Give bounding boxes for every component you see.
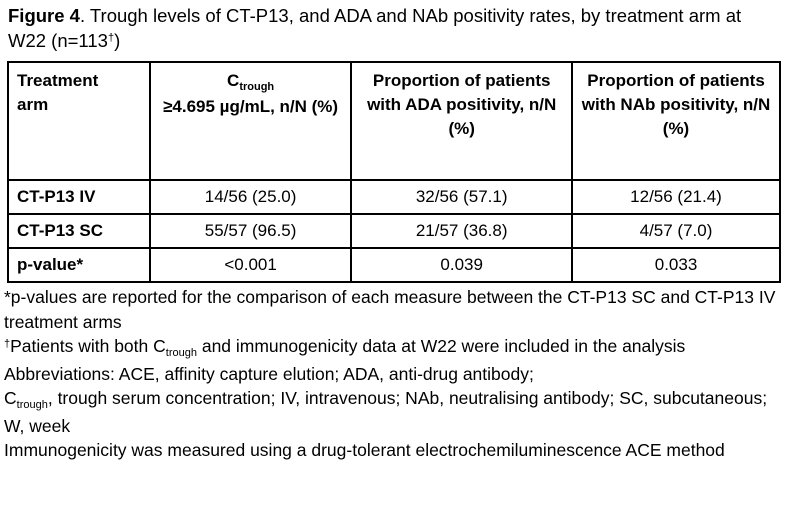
cell-ctrough: <0.001 — [150, 248, 351, 282]
cell-ada: 21/57 (36.8) — [351, 214, 572, 248]
header-treatment-arm: Treatment arm — [8, 62, 150, 180]
cell-arm: p-value* — [8, 248, 150, 282]
footnote-abbreviations: Abbreviations: ACE, affinity capture elution; ADA, anti-drug antibody; $C_{trough}$, trough serum concentration; IV, intravenous; NAb, neutralising antibody; SC, subcutaneous; W, week — [4, 363, 768, 436]
footnotes — [4, 285, 784, 463]
caption-text: . Trough levels of CT-P13, and ADA and NAb positivity rates, by treatment arm at W22 (n=113 — [8, 5, 742, 51]
cell-ctrough: 55/57 (96.5) — [150, 214, 351, 248]
cell-arm: CT-P13 IV — [8, 180, 150, 214]
header-ada: Proportion of patients with ADA positivity, n/N (%) — [351, 62, 572, 180]
table-row — [8, 180, 780, 214]
figure-caption — [8, 3, 778, 53]
cell-ada: 0.039 — [351, 248, 572, 282]
header-ctrough: $C_{trough}$ ≥4.695 µg/mL, n/N (%) — [150, 62, 351, 180]
cell-nab: 12/56 (21.4) — [572, 180, 780, 214]
table-header-row — [8, 62, 780, 180]
results-table — [7, 61, 781, 283]
footnote-method: Immunogenicity was measured using a drug-tolerant electrochemiluminescence ACE method — [4, 440, 725, 460]
cell-ada: 32/56 (57.1) — [351, 180, 572, 214]
caption-dagger: † — [107, 32, 115, 44]
table-row — [8, 248, 780, 282]
cell-arm: CT-P13 SC — [8, 214, 150, 248]
cell-nab: 4/57 (7.0) — [572, 214, 780, 248]
caption-close: ) — [114, 30, 121, 51]
footnote-pvalue: *p-values are reported for the comparison of each measure between the CT-P13 SC and CT-P13 IV treatment arms — [4, 287, 776, 332]
footnote-dagger: †Patients with both $C_{trough}$ and immunogenicity data at W22 were included in the analysis — [4, 336, 686, 359]
figure-label: Figure 4 — [8, 5, 80, 26]
cell-nab: 0.033 — [572, 248, 780, 282]
header-nab: Proportion of patients with NAb positivity, n/N (%) — [572, 62, 780, 180]
cell-ctrough: 14/56 (25.0) — [150, 180, 351, 214]
table-row — [8, 214, 780, 248]
